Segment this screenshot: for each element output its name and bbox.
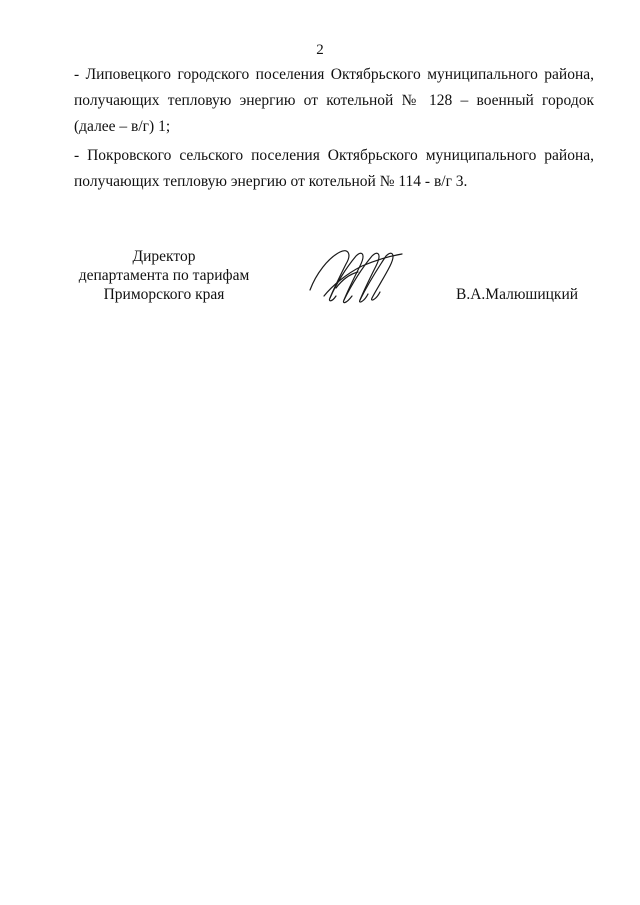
paragraph-line: - Покровского сельского поселения Октябрьского муниципального района, (74, 147, 594, 164)
handwritten-signature (306, 244, 406, 308)
paragraph-line: (далее – в/г) 1; (74, 118, 171, 135)
paragraph-line: получающих тепловую энергию от котельной № 128 – военный городок (74, 92, 594, 109)
paragraph-line: получающих тепловую энергию от котельной № 114 - в/г 3. (74, 173, 468, 190)
position-line: Приморского края (103, 286, 225, 303)
position-line: Директор (132, 248, 196, 265)
paragraph-line: - Липовецкого городского поселения Октябрьского муниципального района, (74, 66, 594, 83)
paragraph-lipovetsky (74, 62, 594, 140)
position-line: департамента по тарифам (78, 267, 250, 284)
page-number: 2 (316, 42, 324, 58)
signatory-position (74, 247, 254, 304)
signatory-name: В.А.Малюшицкий (456, 286, 579, 303)
paragraph-pokrovsky (74, 143, 594, 195)
